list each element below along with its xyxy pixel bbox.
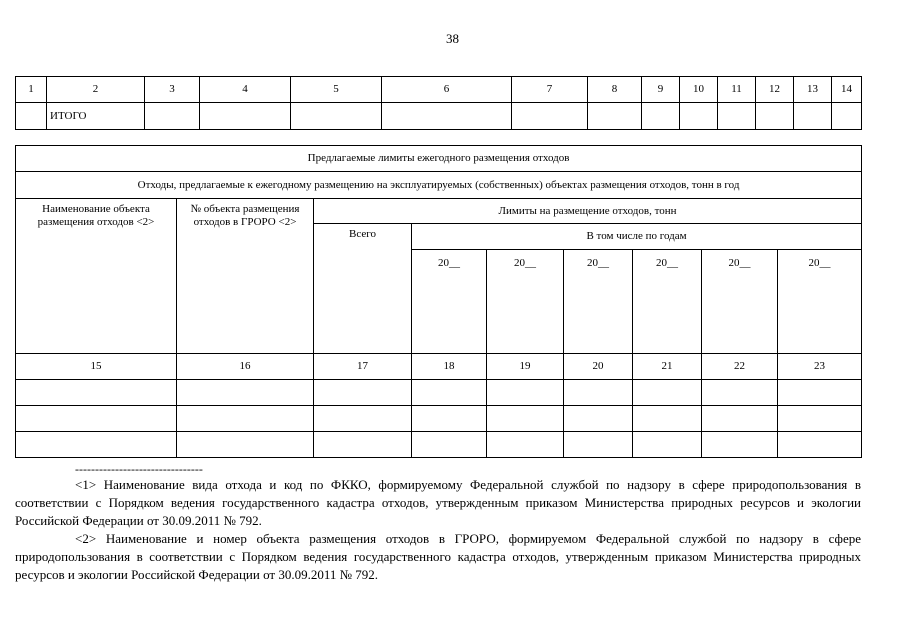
limits-header: Лимиты на размещение отходов, тонн — [314, 199, 862, 224]
column-number: 6 — [382, 77, 512, 103]
table-cell — [314, 406, 412, 432]
column-number-row — [16, 77, 862, 103]
column-number: 18 — [412, 354, 487, 380]
continuation-table — [15, 76, 862, 130]
table-cell — [314, 432, 412, 458]
table-cell — [487, 432, 564, 458]
table-cell — [177, 406, 314, 432]
column-number: 10 — [680, 77, 718, 103]
total-label: ИТОГО — [47, 103, 145, 130]
table-cell — [200, 103, 291, 130]
footnote-2: <2> Наименование и номер объекта размещения отходов в ГРОРО, формируемом Федеральной службой по надзору в сфере природопользования в соответствии с Порядком ведения государственного кадастра отходов, утвержденным приказом Министерства природных ресурсов и экологии Российской Федерации от 30.09.2011 № 792. — [15, 531, 861, 582]
column-number: 19 — [487, 354, 564, 380]
table-cell — [487, 380, 564, 406]
year-header: 20__ — [412, 250, 487, 354]
column-number-row — [16, 354, 862, 380]
table-cell — [680, 103, 718, 130]
column-number: 2 — [47, 77, 145, 103]
table-cell — [702, 380, 778, 406]
table-cell — [642, 103, 680, 130]
table-cell — [633, 432, 702, 458]
column-number: 11 — [718, 77, 756, 103]
column-number: 13 — [794, 77, 832, 103]
limits-subtitle: Отходы, предлагаемые к ежегодному размещению на эксплуатируемых (собственных) объектах размещения отходов, тонн в год — [16, 172, 862, 199]
by-years-header: В том числе по годам — [412, 224, 862, 250]
total-row — [16, 103, 862, 130]
column-number: 3 — [145, 77, 200, 103]
table-cell — [16, 380, 177, 406]
table-cell — [412, 380, 487, 406]
column-number: 4 — [200, 77, 291, 103]
table-cell — [16, 432, 177, 458]
column-number: 5 — [291, 77, 382, 103]
table-cell — [756, 103, 794, 130]
column-number: 12 — [756, 77, 794, 103]
table-cell — [778, 432, 862, 458]
table-cell — [718, 103, 756, 130]
column-number: 23 — [778, 354, 862, 380]
year-header: 20__ — [564, 250, 633, 354]
table-cell — [633, 406, 702, 432]
column-number: 20 — [564, 354, 633, 380]
limits-title: Предлагаемые лимиты ежегодного размещения отходов — [16, 146, 862, 172]
column-number: 9 — [642, 77, 680, 103]
limits-table — [15, 145, 862, 458]
footnote-separator: -------------------------------- — [75, 462, 203, 476]
table-cell — [564, 432, 633, 458]
table-cell — [412, 432, 487, 458]
footnotes — [15, 462, 861, 584]
table-cell — [16, 406, 177, 432]
table-cell — [794, 103, 832, 130]
table-cell — [177, 380, 314, 406]
total-column-header: Всего — [314, 224, 412, 354]
table-cell — [564, 406, 633, 432]
table-cell — [314, 380, 412, 406]
page-number: 38 — [446, 31, 459, 46]
year-header: 20__ — [633, 250, 702, 354]
table-row — [16, 406, 862, 432]
column-number: 7 — [512, 77, 588, 103]
object-name-header: Наименование объекта размещения отходов <2> — [16, 199, 177, 354]
table-cell — [702, 406, 778, 432]
table-cell — [291, 103, 382, 130]
column-number: 14 — [832, 77, 862, 103]
column-number: 8 — [588, 77, 642, 103]
year-header: 20__ — [487, 250, 564, 354]
table-cell — [564, 380, 633, 406]
year-header: 20__ — [702, 250, 778, 354]
column-number: 17 — [314, 354, 412, 380]
table-cell — [702, 432, 778, 458]
year-header: 20__ — [778, 250, 862, 354]
table-cell — [382, 103, 512, 130]
column-number: 1 — [16, 77, 47, 103]
table-row — [16, 432, 862, 458]
column-number: 22 — [702, 354, 778, 380]
table-cell — [177, 432, 314, 458]
column-number: 15 — [16, 354, 177, 380]
table-cell — [778, 380, 862, 406]
object-number-header: № объекта размещения отходов в ГРОРО <2> — [177, 199, 314, 354]
table-cell — [832, 103, 862, 130]
table-cell — [588, 103, 642, 130]
table-cell — [512, 103, 588, 130]
table-cell — [145, 103, 200, 130]
table-cell — [487, 406, 564, 432]
column-number: 21 — [633, 354, 702, 380]
table-row — [16, 380, 862, 406]
table-cell — [16, 103, 47, 130]
table-cell — [412, 406, 487, 432]
table-cell — [633, 380, 702, 406]
footnote-1: <1> Наименование вида отхода и код по ФККО, формируемому Федеральной службой по надзору в сфере природопользования в соответствии с Порядком ведения государственного кадастра отходов, утвержденным приказом Министерства природных ресурсов и экологии Российской Федерации от 30.09.2011 № 792. — [15, 477, 861, 528]
table-cell — [778, 406, 862, 432]
column-number: 16 — [177, 354, 314, 380]
